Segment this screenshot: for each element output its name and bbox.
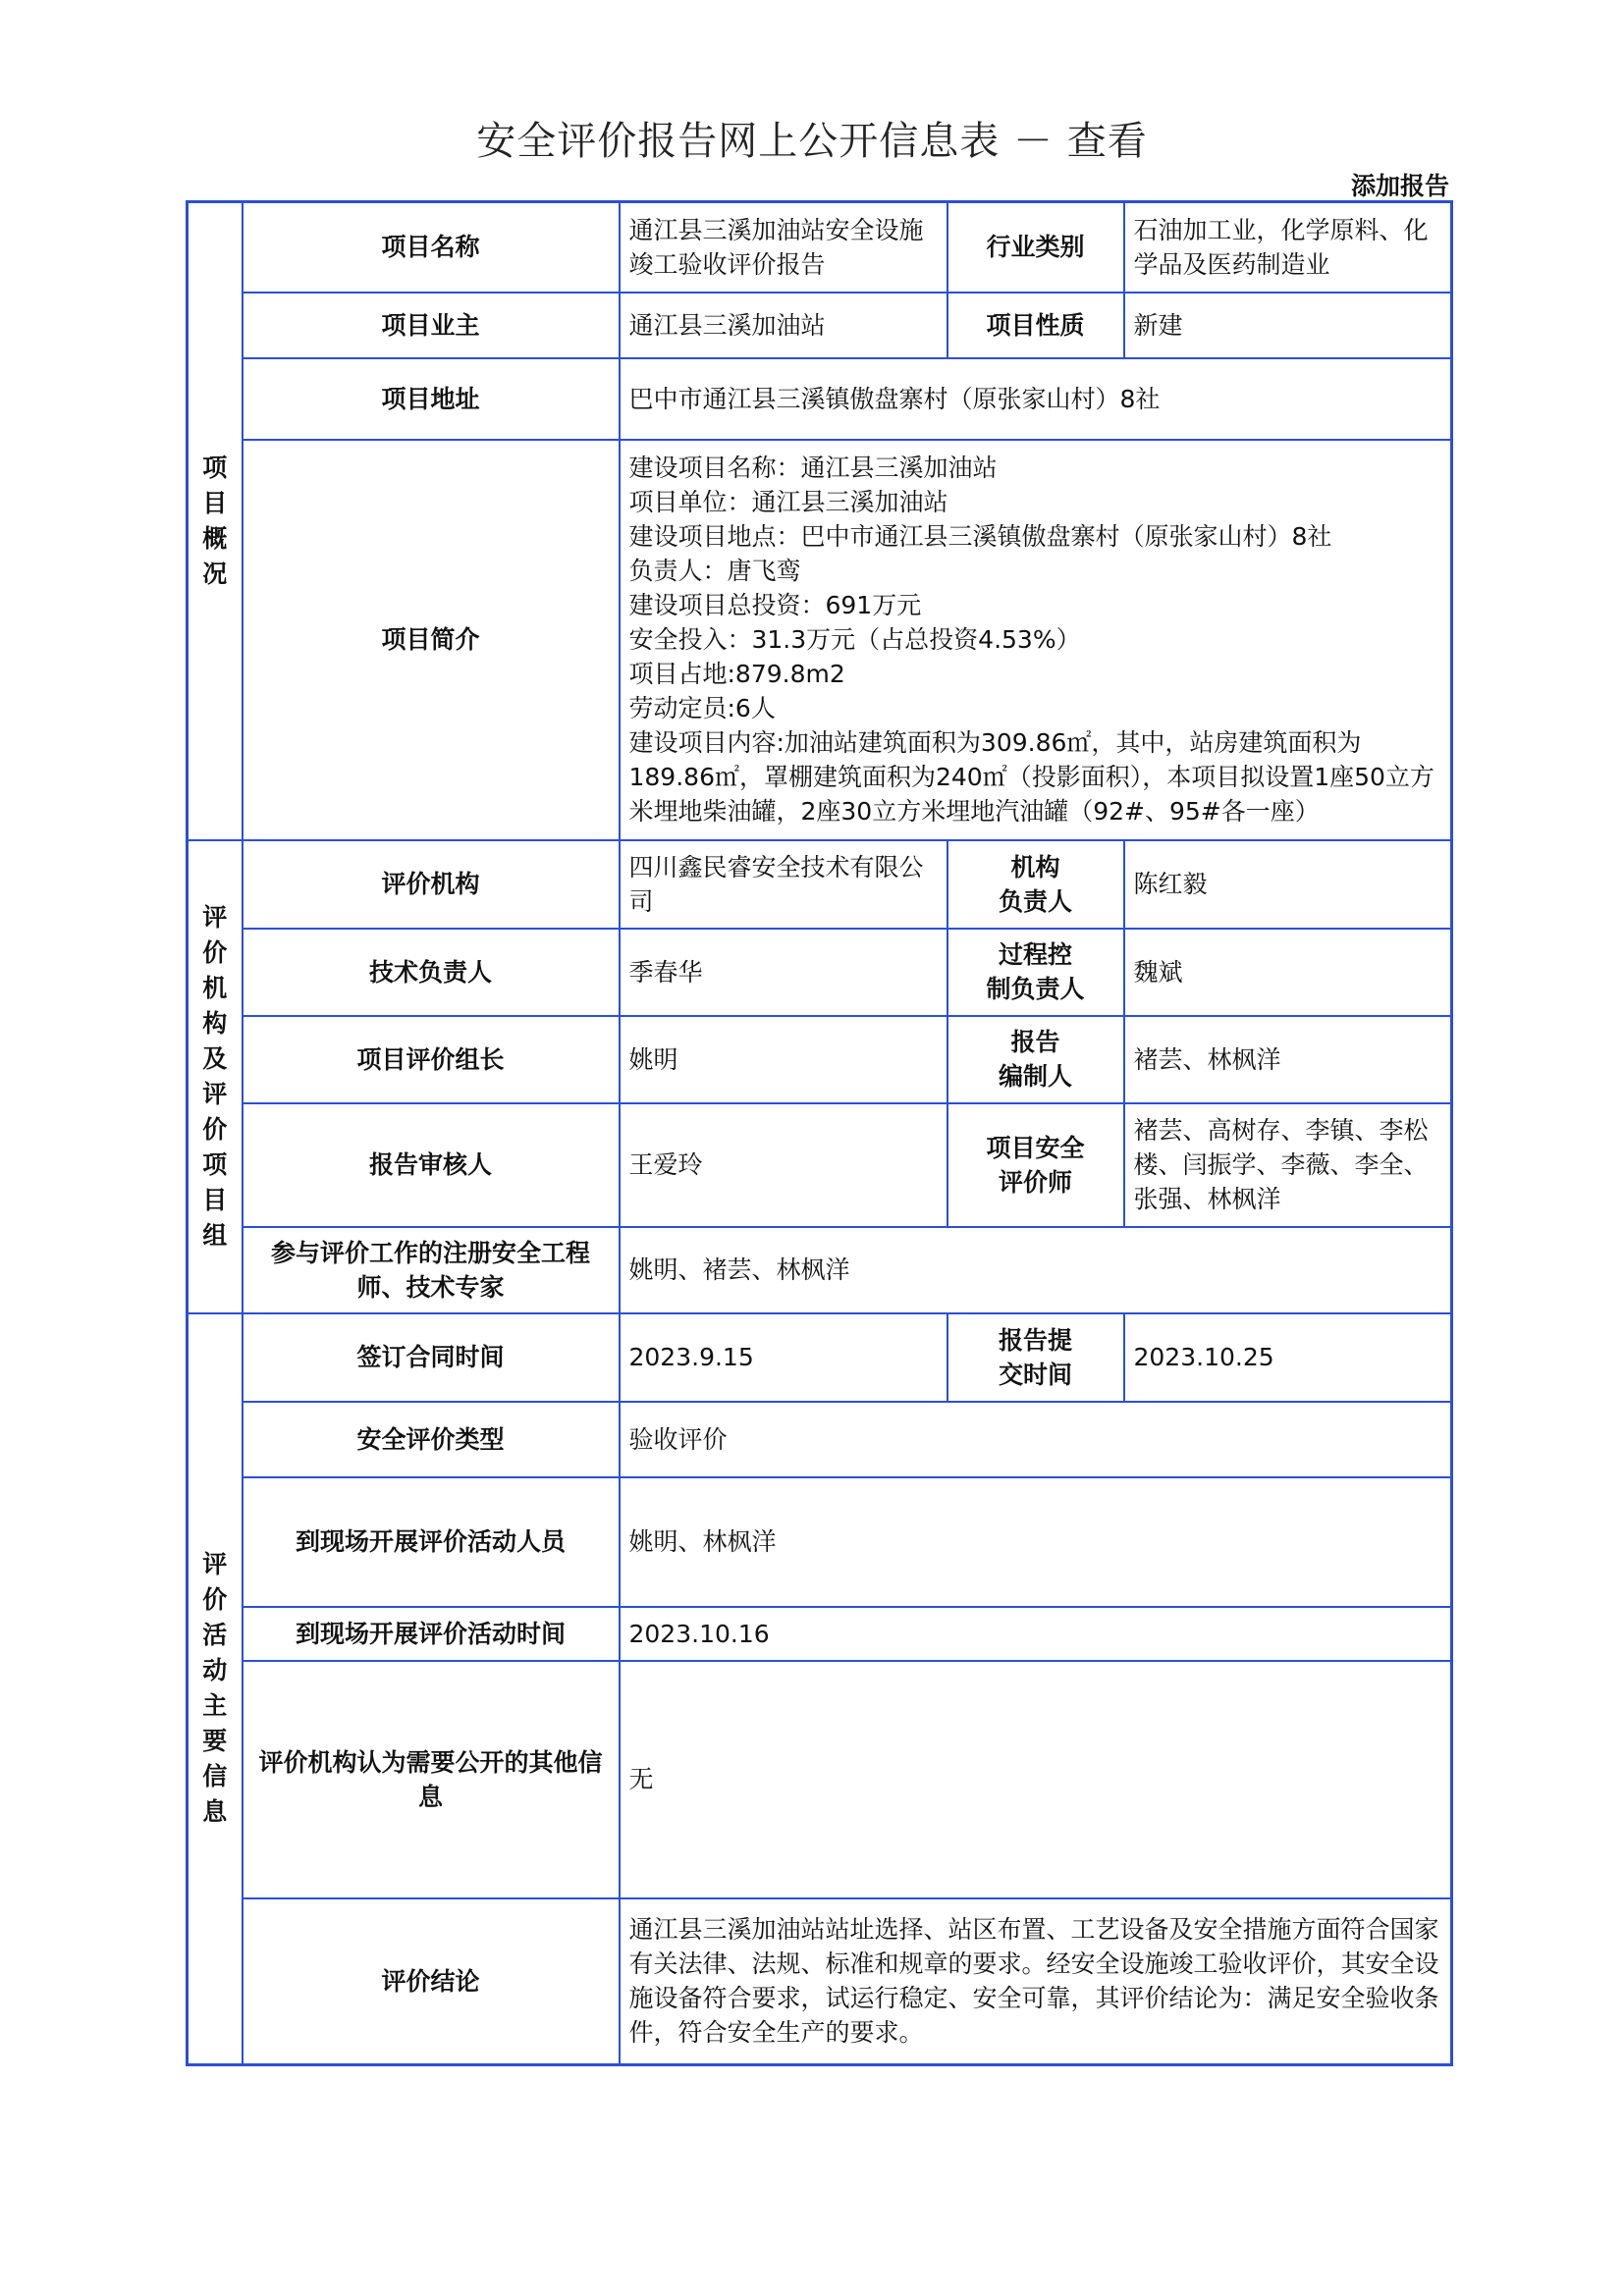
value-report-author: 褚芸、林枫洋 [1124,1016,1452,1103]
table-row [188,202,1452,293]
section-org: 评价机构及评价项目组 [188,840,243,1313]
value-conclusion: 通江县三溪加油站站址选择、站区布置、工艺设备及安全措施方面符合国家有关法律、法规、标准和规章的要求。经安全设施竣工验收评价，其安全设施设备符合要求，试运行稳定、安全可靠，其评价结论为：满足安全验收条件，符合安全生产的要求。 [620,1898,1452,2065]
table-row [188,1103,1452,1227]
table-row [188,929,1452,1016]
label-report-author: 报告 编制人 [947,1016,1124,1103]
value-evaluators: 褚芸、高树存、李镇、李松楼、闫振学、李薇、李全、张强、林枫洋 [1124,1103,1452,1227]
table-row [188,1898,1452,2065]
label-industry: 行业类别 [947,202,1124,293]
label-project-name: 项目名称 [243,202,620,293]
label-org-head: 机构 负责人 [947,840,1124,929]
value-site-time: 2023.10.16 [620,1607,1452,1661]
value-site-people: 姚明、林枫洋 [620,1477,1452,1607]
label-team-leader: 项目评价组长 [243,1016,620,1103]
value-experts: 姚明、褚芸、林枫洋 [620,1227,1452,1313]
table-row [188,1227,1452,1313]
label-conclusion: 评价结论 [243,1898,620,2065]
value-contract-date: 2023.9.15 [620,1313,947,1402]
table-row [188,1661,1452,1898]
label-site-time: 到现场开展评价活动时间 [243,1607,620,1661]
label-intro: 项目简介 [243,440,620,840]
label-reviewer: 报告审核人 [243,1103,620,1227]
value-address: 巴中市通江县三溪镇傲盘寨村（原张家山村）8社 [620,358,1452,440]
table-row [188,1016,1452,1103]
value-nature: 新建 [1124,293,1452,358]
value-intro: 建设项目名称：通江县三溪加油站 项目单位：通江县三溪加油站 建设项目地点：巴中市通江县三溪镇傲盘寨村（原张家山村）8社 负责人：唐飞鸾 建设项目总投资：691万元 安全投入：31.3万元（占总投资4.53%） 项目占地:879.8m2 劳动定员:6人 建设项目内容:加油站建筑面积为309.86㎡，其中，站房建筑面积为189.86㎡，罩棚建筑面积为240㎡（投影面积），本项目拟设置1座50立方米埋地柴油罐，2座30立方米埋地汽油罐（92#、95#各一座） [620,440,1452,840]
label-nature: 项目性质 [947,293,1124,358]
table-row [188,1607,1452,1661]
info-table [186,200,1453,2066]
section-overview: 项目概况 [188,202,243,840]
value-other-info: 无 [620,1661,1452,1898]
value-reviewer: 王爱玲 [620,1103,947,1227]
value-industry: 石油加工业，化学原料、化学品及医药制造业 [1124,202,1452,293]
table-row [188,293,1452,358]
table-row [188,1477,1452,1607]
label-org: 评价机构 [243,840,620,929]
label-address: 项目地址 [243,358,620,440]
table-row [188,1402,1452,1477]
table-row [188,358,1452,440]
value-tech-head: 季春华 [620,929,947,1016]
label-tech-head: 技术负责人 [243,929,620,1016]
label-site-people: 到现场开展评价活动人员 [243,1477,620,1607]
label-evaluators: 项目安全 评价师 [947,1103,1124,1227]
value-org: 四川鑫民睿安全技术有限公司 [620,840,947,929]
value-submit-date: 2023.10.25 [1124,1313,1452,1402]
label-other-info: 评价机构认为需要公开的其他信息 [243,1661,620,1898]
label-owner: 项目业主 [243,293,620,358]
section-activity: 评价活动主要信息 [188,1313,243,2065]
table-row [188,440,1452,840]
label-submit-date: 报告提 交时间 [947,1313,1124,1402]
table-row [188,1313,1452,1402]
value-org-head: 陈红毅 [1124,840,1452,929]
value-team-leader: 姚明 [620,1016,947,1103]
value-eval-type: 验收评价 [620,1402,1452,1477]
label-process-head: 过程控 制负责人 [947,929,1124,1016]
label-eval-type: 安全评价类型 [243,1402,620,1477]
value-owner: 通江县三溪加油站 [620,293,947,358]
label-contract-date: 签订合同时间 [243,1313,620,1402]
table-row [188,840,1452,929]
add-report-link[interactable]: 添加报告 [1350,172,1449,200]
page-title: 安全评价报告网上公开信息表 － 查看 [476,119,1148,164]
label-experts: 参与评价工作的注册安全工程师、技术专家 [243,1227,620,1313]
value-project-name: 通江县三溪加油站安全设施竣工验收评价报告 [620,202,947,293]
value-process-head: 魏斌 [1124,929,1452,1016]
